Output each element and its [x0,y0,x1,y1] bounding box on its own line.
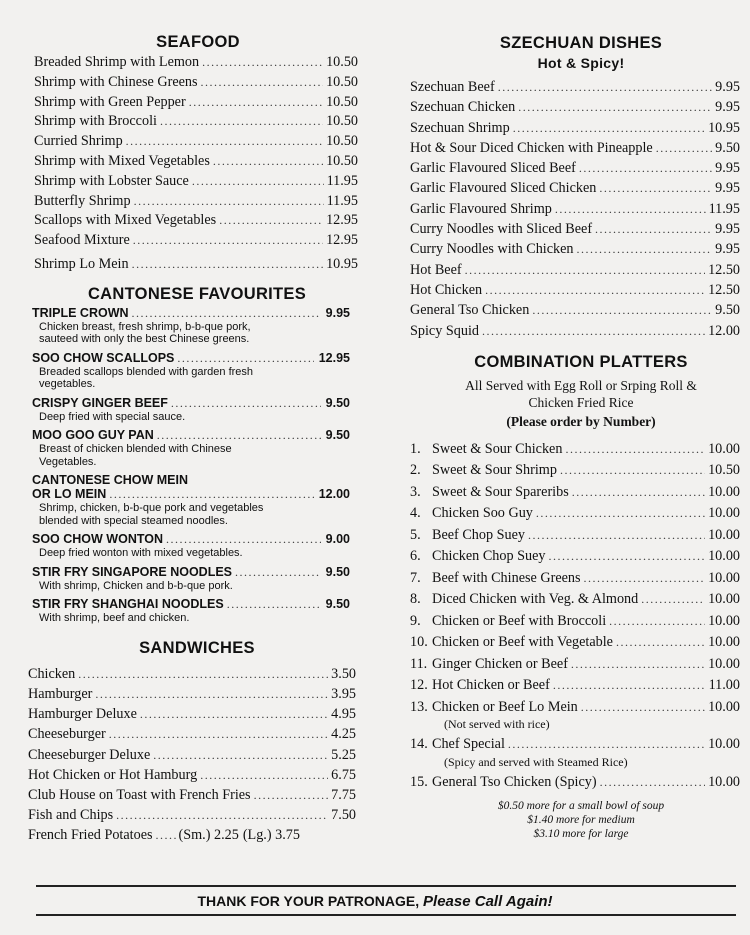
menu-item: Hot Beef ..... 12.50 [410,260,740,280]
footer-rule-bottom [36,914,736,916]
combo-item: 10. Chicken or Beef with Vegetable ..... 10.00 [410,632,740,654]
menu-item: Fish and Chips ..... 7.50 [28,805,356,825]
menu-item: Butterfly Shrimp ..... 11.95 [34,192,358,212]
footer [0,893,750,910]
combo-item: 1. Sweet & Sour Chicken ..... 10.00 [410,439,740,461]
combo-item: 7. Beef with Chinese Greens ..... 10.00 [410,568,740,590]
menu-item: Hot & Sour Diced Chicken with Pineapple ..... 9.50 [410,138,740,158]
combination-list [410,439,740,794]
menu-item: CANTONESE CHOW MEIN OR LO MEIN ..... 12.00 Shrimp, chicken, b-b-que pork and vegetables blended with special steamed noodles. [32,473,350,527]
cantonese-list [32,306,350,625]
combination-heading: COMBINATION PLATTERS [474,352,688,371]
menu-item: MOO GOO GUY PAN ..... 9.50 Breast of chicken blended with Chinese Vegetables. [32,428,350,468]
szechuan-subtitle: Hot & Spicy! [537,55,625,71]
szechuan-heading: SZECHUAN DISHES [499,34,663,52]
menu-item: Shrimp with Broccoli ..... 10.50 [34,112,358,132]
menu-item: Garlic Flavoured Shrimp ..... 11.95 [410,199,740,219]
menu-item: Cheeseburger ..... 4.25 [28,724,356,744]
combo-item: 6. Chicken Chop Suey ..... 10.00 [410,546,740,568]
combo-item: 14. Chef Special ..... 10.00 [410,734,740,756]
menu-item: Seafood Mixture ..... 12.95 [34,231,358,251]
menu-item: STIR FRY SINGAPORE NOODLES ..... 9.50 With shrimp, Chicken and b-b-que pork. [32,565,350,593]
menu-item: Curry Noodles with Chicken ..... 9.95 [410,239,740,259]
menu-item: Garlic Flavoured Sliced Beef ..... 9.95 [410,158,740,178]
combo-note: (Spicy and served with Steamed Rice) [444,754,628,769]
menu-item: Hamburger ..... 3.95 [28,684,356,704]
right-column [410,0,740,841]
combo-item: 3. Sweet & Sour Spareribs ..... 10.00 [410,482,740,504]
menu-item: SOO CHOW SCALLOPS ..... 12.95 Breaded scallops blended with garden fresh vegetables. [32,351,350,391]
menu-item: General Tso Chicken ..... 9.50 [410,300,740,320]
left-column [28,0,358,846]
menu-item: Szechuan Chicken ..... 9.95 [410,97,740,117]
footer-rule-top [36,885,736,887]
menu-item: Curried Shrimp ..... 10.50 [34,132,358,152]
footer-thanks: THANK FOR YOUR PATRONAGE, [197,893,420,909]
combo-item: 5. Beef Chop Suey ..... 10.00 [410,525,740,547]
sandwiches-list [28,664,356,846]
footer-tagline: Please Call Again! [423,893,553,910]
menu-item: SOO CHOW WONTON ..... 9.00 Deep fried wonton with mixed vegetables. [32,532,350,560]
menu-item: Breaded Shrimp with Lemon ..... 10.50 [34,53,358,73]
combo-item: 15. General Tso Chicken (Spicy) ..... 10.00 [410,772,740,794]
menu-item: Scallops with Mixed Vegetables ..... 12.95 [34,211,358,231]
cantonese-heading: CANTONESE FAVOURITES [87,284,307,303]
menu-item: Cheeseburger Deluxe ..... 5.25 [28,745,356,765]
menu-item: STIR FRY SHANGHAI NOODLES ..... 9.50 With shrimp, beef and chicken. [32,597,350,625]
combo-item: 11. Ginger Chicken or Beef ..... 10.00 [410,654,740,676]
seafood-heading: SEAFOOD [156,33,240,51]
menu-item: Szechuan Shrimp ..... 10.95 [410,118,740,138]
menu-item: Chicken ..... 3.50 [28,664,356,684]
size-pricing-notes: $0.50 more for a small bowl of soup $1.40 more for medium $3.10 more for large [497,800,665,841]
combo-item: 4. Chicken Soo Guy ..... 10.00 [410,503,740,525]
combination-subtitle: All Served with Egg Roll or Srping Roll & Chicken Fried Rice [465,377,697,410]
menu-item: Shrimp with Chinese Greens ..... 10.50 [34,73,358,93]
combo-item: 12. Hot Chicken or Beef ..... 11.00 [410,675,740,697]
menu-item: Shrimp with Lobster Sauce ..... 11.95 [34,172,358,192]
menu-item-fries: French Fried Potatoes ..... (Sm.) 2.25 (Lg.) 3.75 [28,825,356,845]
menu-item: Shrimp with Mixed Vegetables ..... 10.50 [34,152,358,172]
menu-item: Garlic Flavoured Sliced Chicken ..... 9.95 [410,178,740,198]
combo-item: 9. Chicken or Beef with Broccoli ..... 10.00 [410,611,740,633]
menu-item: Szechuan Beef ..... 9.95 [410,77,740,97]
menu-item: Club House on Toast with French Fries ..... 7.75 [28,785,356,805]
order-note: (Please order by Number) [506,413,656,429]
combo-item: 13. Chicken or Beef Lo Mein ..... 10.00 [410,697,740,719]
menu-item: Spicy Squid ..... 12.00 [410,321,740,341]
menu-item: Hot Chicken or Hot Hamburg ..... 6.75 [28,765,356,785]
menu-item: CRISPY GINGER BEEF ..... 9.50 Deep fried with special sauce. [32,396,350,424]
menu-item: Hamburger Deluxe ..... 4.95 [28,704,356,724]
combo-item: 8. Diced Chicken with Veg. & Almond ..... 10.00 [410,589,740,611]
menu-item: Shrimp Lo Mein ..... 10.95 [34,255,358,275]
szechuan-list [410,77,740,341]
menu-item: Shrimp with Green Pepper ..... 10.50 [34,93,358,113]
combo-note: (Not served with rice) [444,717,550,732]
seafood-list [34,53,358,275]
menu-item: TRIPLE CROWN ..... 9.95 Chicken breast, fresh shrimp, b-b-que pork, sauteed with only the best Chinese greens. [32,306,350,346]
combo-item: 2. Sweet & Sour Shrimp ..... 10.50 [410,460,740,482]
menu-item: Hot Chicken ..... 12.50 [410,280,740,300]
menu-item: Curry Noodles with Sliced Beef ..... 9.95 [410,219,740,239]
sandwiches-heading: SANDWICHES [139,638,255,657]
